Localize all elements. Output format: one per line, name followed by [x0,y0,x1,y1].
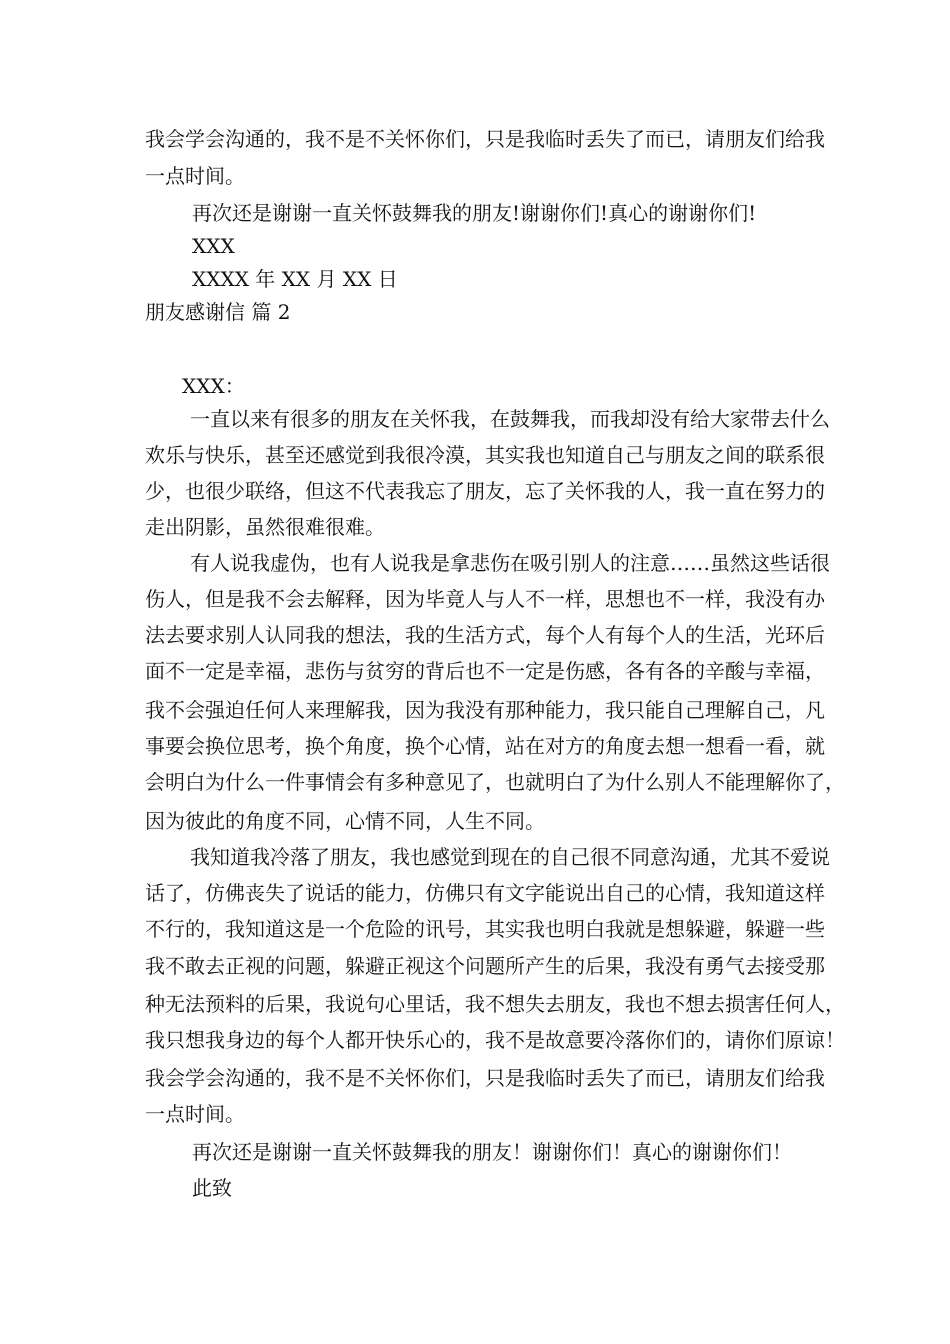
paragraph-line: 走出阴影，虽然很难很难。 [145,515,385,539]
paragraph-line: 我知道我冷落了朋友，我也感觉到现在的自己很不同意沟通，尤其不爱说 [190,845,830,869]
paragraph-line: 种无法预料的后果，我说句心里话，我不想失去朋友，我也不想去损害任何人， [145,992,845,1016]
paragraph-line: 我不会强迫任何人来理解我，因为我没有那种能力，我只能自己理解自己，凡 [145,698,825,722]
signature: XXX [192,234,235,258]
paragraph-line: 面不一定是幸福，悲伤与贫穷的背后也不一定是伤感，各有各的辛酸与幸福， [145,659,825,683]
text-line: 我会学会沟通的，我不是不关怀你们，只是我临时丢失了而已，请朋友们给我 [145,127,825,151]
paragraph-line: 伤人，但是我不会去解释，因为毕竟人与人不一样，思想也不一样，我没有办 [145,587,825,611]
paragraph-line: 一点时间。 [145,1102,245,1126]
paragraph-line: 我会学会沟通的，我不是不关怀你们，只是我临时丢失了而已，请朋友们给我 [145,1066,825,1090]
paragraph-line: 我不敢去正视的问题，躲避正视这个问题所产生的后果，我没有勇气去接受那 [145,954,825,978]
thanks-line: 再次还是谢谢一直关怀鼓舞我的朋友!谢谢你们!真心的谢谢你们! [192,201,757,225]
text-line: 一点时间。 [145,164,245,188]
section-title: 朋友感谢信 篇 2 [145,300,291,324]
paragraph-line: 事要会换位思考，换个角度，换个心情，站在对方的角度去想一想看一看，就 [145,734,825,758]
paragraph-line: 一直以来有很多的朋友在关怀我，在鼓舞我，而我却没有给大家带去什么 [190,407,830,431]
closing: 此致 [192,1176,232,1200]
date: XXXX 年 XX 月 XX 日 [192,267,398,291]
thanks-line: 再次还是谢谢一直关怀鼓舞我的朋友！谢谢你们！真心的谢谢你们！ [192,1140,792,1164]
paragraph-line: 会明白为什么一件事情会有多种意见了，也就明白了为什么别人不能理解你了， [145,770,845,794]
paragraph-line: 因为彼此的角度不同，心情不同，人生不同。 [145,809,545,833]
paragraph-line: 话了，仿佛丧失了说话的能力，仿佛只有文字能说出自己的心情，我知道这样 [145,881,825,905]
paragraph-line: 有人说我虚伪，也有人说我是拿悲伤在吸引别人的注意……虽然这些话很 [190,551,830,575]
paragraph-line: 不行的，我知道这是一个危险的讯号，其实我也明白我就是想躲避，躲避一些 [145,917,825,941]
salutation: XXX： [182,374,245,398]
paragraph-line: 欢乐与快乐，甚至还感觉到我很冷漠，其实我也知道自己与朋友之间的联系很 [145,443,825,467]
paragraph-line: 少，也很少联络，但这不代表我忘了朋友，忘了关怀我的人，我一直在努力的 [145,479,825,503]
paragraph-line: 我只想我身边的每个人都开快乐心的，我不是故意要冷落你们的，请你们原谅！ [145,1028,845,1052]
paragraph-line: 法去要求别人认同我的想法，我的生活方式，每个人有每个人的生活，光环后 [145,623,825,647]
